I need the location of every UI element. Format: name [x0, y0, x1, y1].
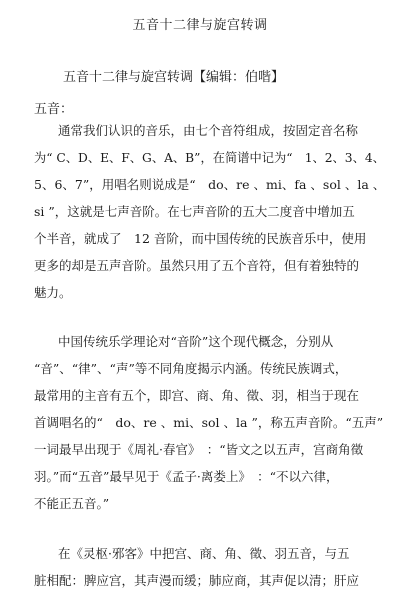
document-subtitle: 五音十二律与旋宫转调【编辑：伯喈】: [63, 70, 285, 85]
paragraph-line: 通常我们认识的音乐，由七个音符组成，按固定音名称: [58, 123, 359, 138]
paragraph-line: si ”，这就是七声音阶。在七声音阶的五大二度音中增加五: [34, 204, 355, 219]
paragraph-line: 魅力。: [34, 285, 72, 300]
paragraph-line: 最常用的主音有五个，即宫、商、角、徵、羽，相当于现在: [34, 388, 360, 403]
paragraph-line: 在《灵枢·邪客》中把宫、商、角、徵、羽五音，与五: [58, 546, 350, 561]
paragraph-line: 不能正五音。”: [34, 496, 110, 511]
paragraph-line: 更多的却是五声音阶。虽然只用了五个音符，但有着独特的: [34, 258, 360, 273]
paragraph-line: 首调唱名的“ do、re 、mi、sol 、la ”，称五声音阶。“五声”: [34, 415, 384, 430]
section-label: 五音：: [34, 102, 74, 117]
paragraph-line: 脏相配：脾应宫，其声漫而缓；肺应商，其声促以清；肝应: [34, 573, 360, 588]
paragraph-line: 个半音，就成了 12 音阶，而中国传统的民族音乐中，使用: [34, 231, 367, 246]
document-title: 五音十二律与旋宫转调: [132, 18, 268, 33]
paragraph-line: 一词最早出现于《周礼·春官》 ：“皆文之以五声，宫商角徵: [34, 442, 364, 457]
paragraph-line: 为“ C、D、E、F、G、A、B”，在简谱中记为“ 1、2、3、4、: [34, 151, 385, 165]
paragraph-line: 羽。”而“五音”最早见于《孟子·离娄上》 ：“不以六律，: [34, 469, 339, 484]
paragraph-line: “音”、“律”、“声”等不同角度揭示内涵。传统民族调式，: [34, 361, 348, 376]
paragraph-line: 中国传统乐学理论对“音阶”这个现代概念，分别从: [58, 334, 334, 349]
paragraph-line: 5、6、7”，用唱名则说成是“ do、re 、mi、fa 、sol 、la 、: [34, 177, 386, 192]
